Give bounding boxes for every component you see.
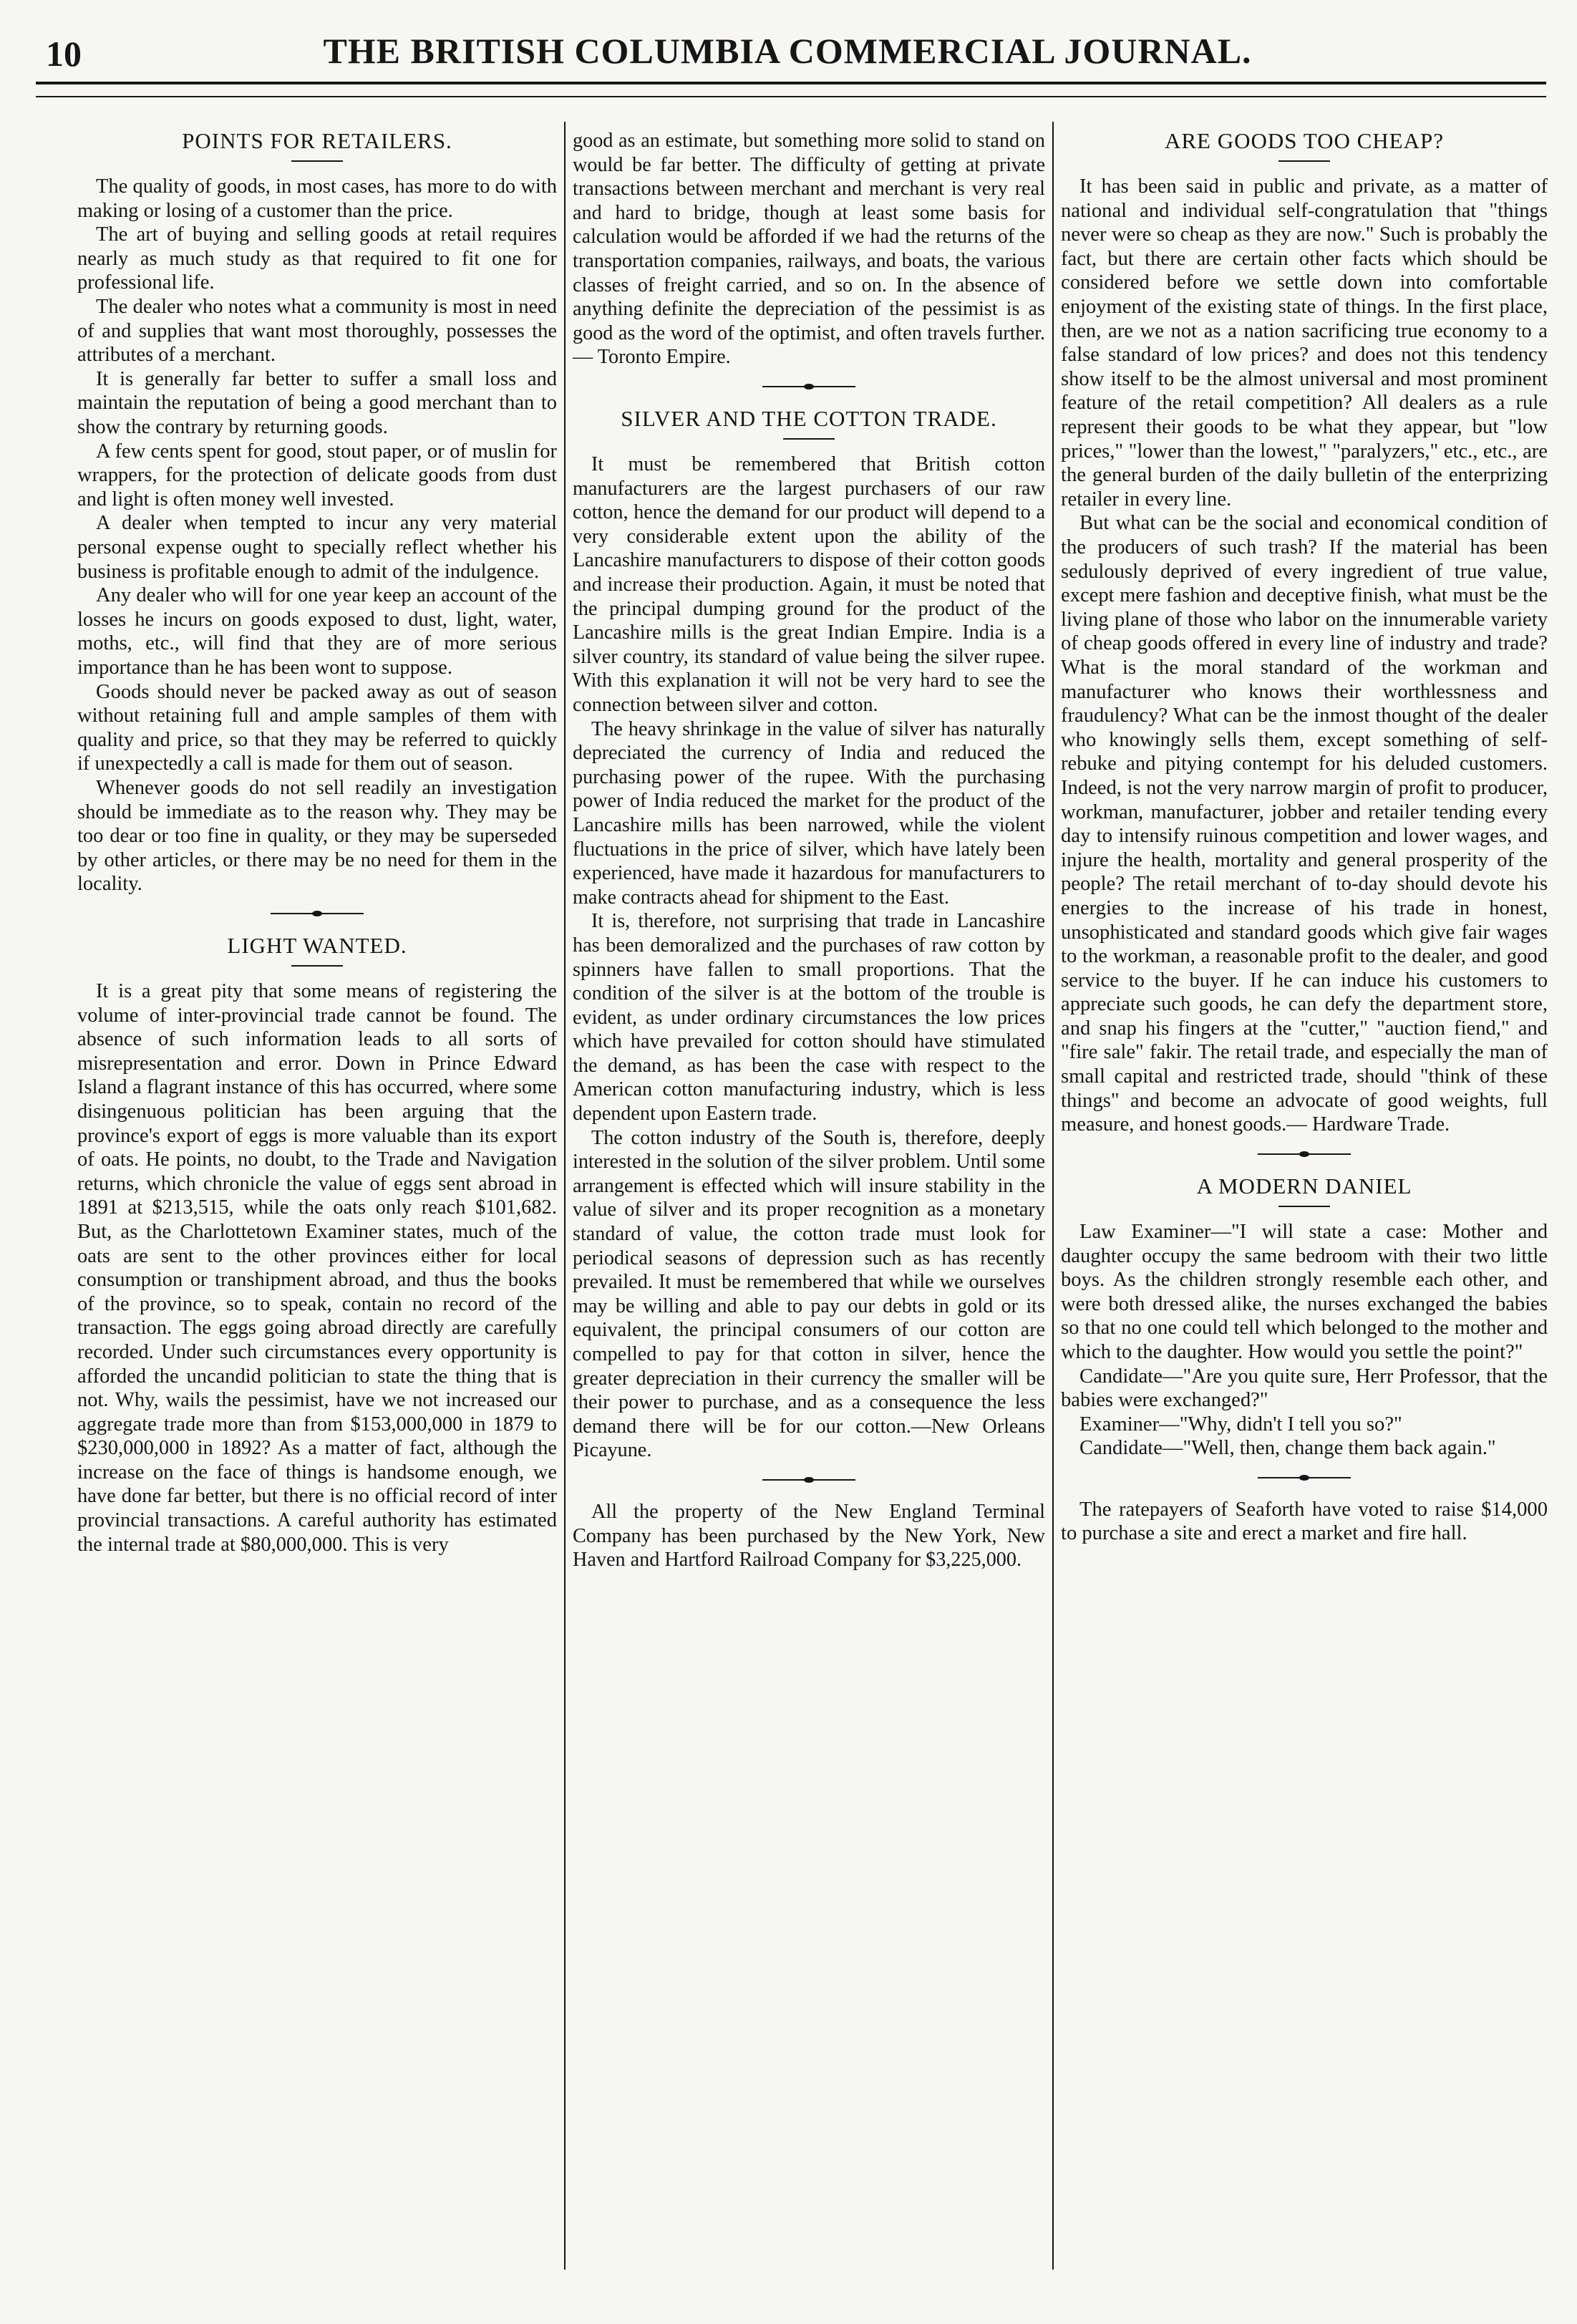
section-ornament <box>762 384 855 389</box>
section-ornament <box>762 1477 855 1483</box>
article-light-wanted <box>77 934 557 1556</box>
title-rule <box>291 965 343 967</box>
paragraph: The ratepayers of Seaforth have voted to raise $14,000 to purchase a site and erect a market and fire hall. <box>1061 1498 1548 1545</box>
paragraph: The dealer who notes what a community is most in need of and supplies that want most thoroughly, possesses the attributes of a merchant. <box>77 296 557 367</box>
page-number: 10 <box>46 34 82 74</box>
article-new-england-terminal <box>573 1500 1045 1572</box>
column-1 <box>77 129 557 1561</box>
paragraph: It must be remembered that British cotton manufacturers are the largest purchasers of our raw cotton, hence the demand for our product will depend to a very considerable extent upon the ability of the Lancashire manufacturers to dispose of their cotton goods and increase their production. Again, it must be noted that the principal dumping ground for the product of the Lancashire mills is the great Indian Empire. India is a silver country, its standard of value being the silver rupee. With this explanation it will not be very hard to see the connection between silver and cotton. <box>573 453 1045 716</box>
paragraph: Examiner—"Why, didn't I tell you so?" <box>1079 1413 1402 1435</box>
paragraph: A few cents spent for good, stout paper, or of muslin for wrappers, for the protection of delicate goods from dust and light is often money well invested. <box>77 440 557 510</box>
column-3 <box>1061 129 1548 1550</box>
paragraph: It is generally far better to suffer a small loss and maintain the reputation of being a good merchant than to show the contrary by returning goods. <box>77 367 557 439</box>
article-silver-and-cotton <box>573 407 1045 1463</box>
section-ornament <box>271 911 364 916</box>
article-title: SILVER AND THE COTTON TRADE. <box>621 405 997 431</box>
column-divider <box>1052 122 1054 2270</box>
title-rule <box>291 160 343 162</box>
paragraph: good as an estimate, but something more solid to stand on would be far better. The difficulty of getting at private transactions between merchant and merchant is very real and hard to bridge, though at least some basis for calculation would be afforded if we had the returns of the transportation companies, railways, and boats, the various classes of freight carried, and so on. In the absence of anything definite the depreciation of the pessimist is as good as the word of the optimist, and often travels further.— Toronto Empire. <box>573 130 1045 369</box>
paragraph: Goods should never be packed away as out of season without retaining full and ample samples of them with quality and price, so that they may be referred to quickly if unexpectedly a call is made for them out of season. <box>77 680 557 775</box>
article-a-modern-daniel <box>1061 1174 1548 1461</box>
paragraph: The art of buying and selling goods at retail requires nearly as much study as that required to fit one for professional life. <box>77 223 557 294</box>
paragraph: It is, therefore, not surprising that trade in Lancashire has been demoralized and the purchases of raw cotton by spinners have fallen to small proportions. That the condition of the silver is at the bottom of the trouble is evident, as under ordinary circumstances the low prices which have prevailed for cotton should have stimulated the demand, as has been the case with respect to the American cotton manufacturing industry, which is less dependent upon Eastern trade. <box>573 910 1045 1125</box>
paragraph: All the property of the New England Terminal Company has been purchased by the New York, New Haven and Hartford Railroad Company for $3,225,000. <box>573 1500 1045 1572</box>
title-rule <box>783 438 835 440</box>
section-ornament <box>1258 1151 1351 1157</box>
article-title: ARE GOODS TOO CHEAP? <box>1164 128 1445 153</box>
article-title: LIGHT WANTED. <box>227 932 407 958</box>
paragraph: But what can be the social and economical condition of the producers of such trash? If the material has been sedulously deprived of every ingredient of true value, except mere fashion and deceptive finish, what must be the living plane of those who labor on the innumerable variety of cheap goods offered in every line of industry and trade? What is the moral standard of the workman and manufacturer who knows their worthlessness and fraudulency? What can be the inmost thought of the dealer who knowingly sells them, except something of self-rebuke and pitying contempt for his deluded customers. Indeed, is not the very narrow margin of profit to producer, workman, manufacturer, jobber and retailer tending every day to intensify ruinous competition and lower wages, and injure the health, mortality and general prosperity of the people? The retail merchant of to-day should devote his energies to the increase of his trade in honest, unsophisticated and standard goods which give fair wages to the workman, a reasonable profit to the dealer, and good service to the buyer. If he can induce his customers to appreciate such goods, he can defy the department store, and snap his fingers at the "cutter," "auction fiend," and "fire sale" fakir. The retail trade, and especially the man of small capital and restricted trade, should "think of these things" and become an advocate of good weights, full measure, and honest goods.— Hardware Trade. <box>1061 512 1548 1136</box>
paragraph: It is a great pity that some means of registering the volume of inter-provincial trade cannot be found. The absence of such information leads to all sorts of misrepresentation and error. Down in Prince Edward Island a flagrant instance of this has occurred, where some disingenuous politician has been arguing that the province's export of eggs is more valuable than its export of oats. He points, no doubt, to the Trade and Navigation returns, which chronicle the value of eggs sent abroad in 1891 at $213,515, while the oats only reach $101,682. But, as the Charlottetown Examiner states, much of the oats are sent to the other provinces either for local consumption or transhipment abroad, and thus the books of the province, so to speak, contain no record of the transaction. The eggs going abroad directly are carefully recorded. Under such circumstances every opportunity is afforded the uncandid politician to state the thing that is not. Why, wails the pessimist, have we not increased our aggregate trade more than from $153,000,000 in 1879 to $230,000,000 in 1892? As a matter of fact, although the increase on the face of things is handsome enough, we have done far better, but there is no official record of inter provincial transactions. A careful authority has estimated the internal trade at $80,000,000. This is very <box>77 980 557 1556</box>
paragraph: The heavy shrinkage in the value of silver has naturally depreciated the currency of India and reduced the purchasing power of the rupee. With the purchasing power of India reduced the market for the product of the Lancashire mills has been narrowed, while the violent fluctuations in the price of silver, which have lately been experienced, have made it hazardous for manufacturers to make contracts ahead for shipment to the East. <box>573 717 1045 909</box>
paragraph: Any dealer who will for one year keep an account of the losses he incurs on goods exposed to dust, light, water, moths, etc., will find that they are of more serious importance than he has been wont to suppose. <box>77 584 557 679</box>
column-2 <box>573 129 1045 1577</box>
article-seaforth <box>1061 1498 1548 1546</box>
column-divider <box>564 122 566 2270</box>
title-rule <box>1278 160 1330 162</box>
paragraph: The cotton industry of the South is, therefore, deeply interested in the solution of the silver problem. Until some arrangement is effected which will insure stability in the value of silver and its proper recognition as a monetary standard of value, the cotton trade must look for periodical seasons of depression such as has recently prevailed. It must be remembered that while we ourselves may be willing and able to pay our debts in gold or its equivalent, the principal consumers of our cotton are compelled to pay for that cotton in silver, hence the greater depreciation in their currency the smaller will be their power to purchase, and as a consequence the less demand there will be for our cotton.—New Orleans Picayune. <box>573 1126 1045 1462</box>
article-title: POINTS FOR RETAILERS. <box>182 128 452 153</box>
paragraph: The quality of goods, in most cases, has more to do with making or losing of a customer than the price. <box>77 175 557 222</box>
page-title: THE BRITISH COLUMBIA COMMERCIAL JOURNAL. <box>323 31 1252 71</box>
title-rule <box>1278 1206 1330 1207</box>
header-rule-thin <box>36 96 1546 97</box>
paragraph: Candidate—"Are you quite sure, Herr Professor, that the babies were exchanged?" <box>1061 1365 1548 1412</box>
paragraph: Law Examiner—"I will state a case: Mother and daughter occupy the same bedroom with their two little boys. As the children strongly resemble each other, and were both dressed alike, the nurses exchanged the babies so that no one could tell which belonged to the mother and which to the daughter. How would you settle the point?" <box>1061 1220 1548 1363</box>
paragraph: A dealer when tempted to incur any very material personal expense ought to specially reflect whether his business is profitable enough to admit of the indulgence. <box>77 512 557 583</box>
article-are-goods-too-cheap <box>1061 129 1548 1137</box>
article-title: A MODERN DANIEL <box>1196 1173 1412 1199</box>
paragraph: Candidate—"Well, then, change them back again." <box>1079 1437 1496 1460</box>
article-points-for-retailers <box>77 129 557 896</box>
paragraph: It has been said in public and private, as a matter of national and individual self-congratulation that "things never were so cheap as they are now." Such is probably the fact, but there are certain other facts which should be considered before we settle down into comfortable enjoyment of the existing state of things. In the first place, then, are we not as a nation sacrificing true economy to a false standard of low prices? and does not this tendency show itself to be the almost universal and most prominent feature of the retail competition? All dealers as a rule represent their goods to be what they appear, but "low prices," "lower than the lowest," "paralyzers," etc., etc., are the general burden of the daily bulletin of the enterprizing retailer in every line. <box>1061 175 1548 510</box>
page-header <box>29 9 1546 95</box>
article-light-wanted-continued <box>573 129 1045 369</box>
header-rule-thick <box>36 82 1546 84</box>
section-ornament <box>1258 1475 1351 1481</box>
paragraph: Whenever goods do not sell readily an investigation should be immediate as to the reason why. They may be too dear or too fine in quality, or they may be superseded by other articles, or there may be no need for them in the locality. <box>77 776 557 896</box>
